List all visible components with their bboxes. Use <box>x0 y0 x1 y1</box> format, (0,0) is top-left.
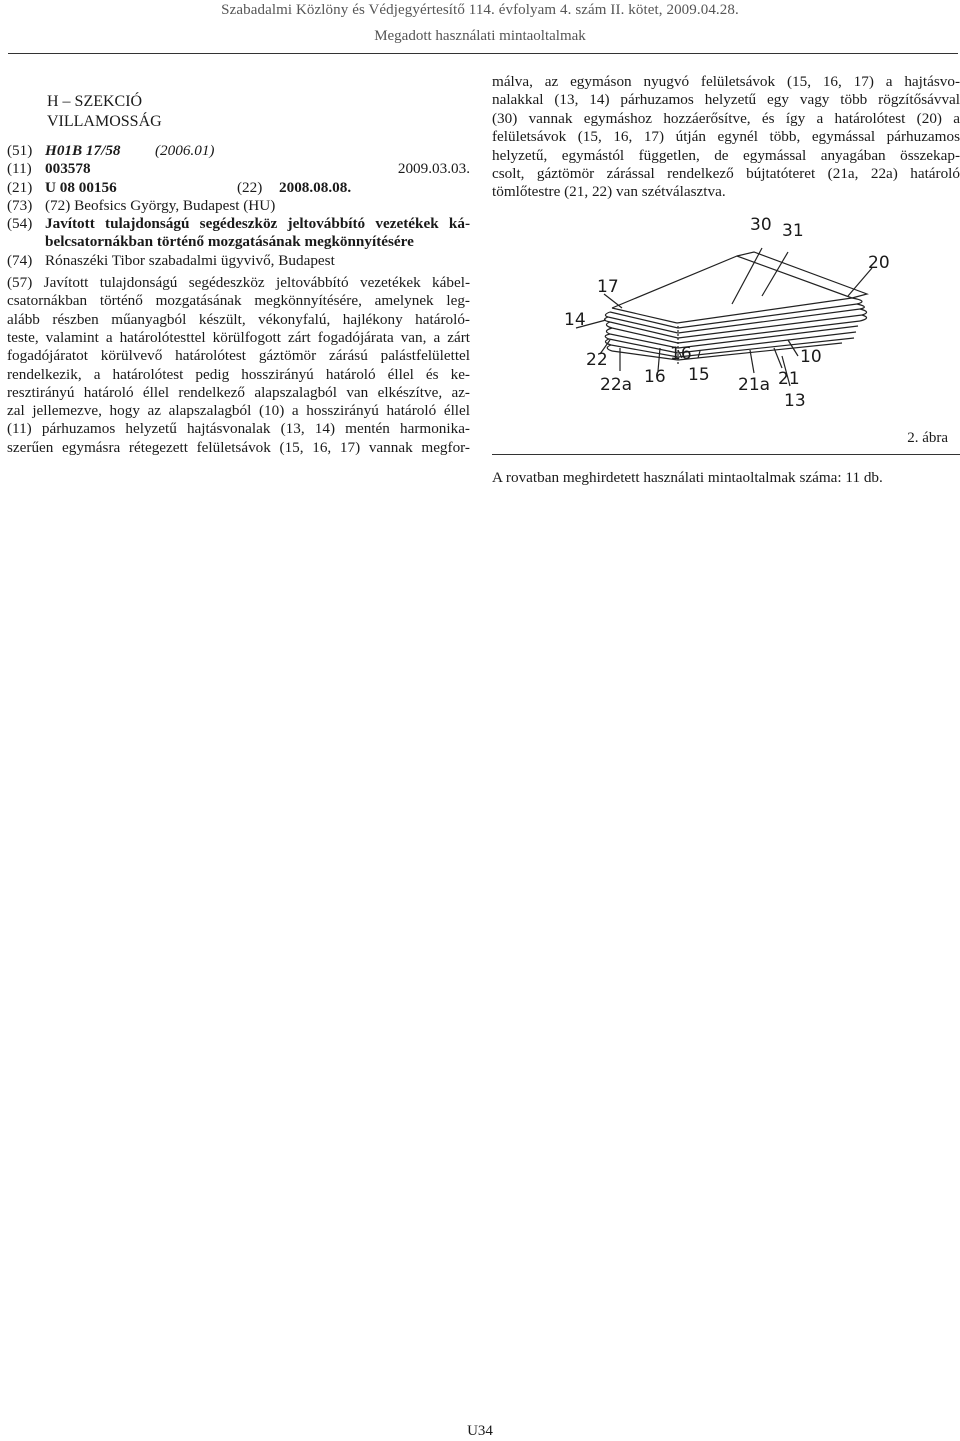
field-22-tag: (22) <box>237 178 263 196</box>
field-51 <box>7 142 470 160</box>
field-22-value: 2008.08.08. <box>279 178 352 196</box>
abstract-line: (57) Javított tulajdonságú segédeszköz jeltovábbító vezetékek kábel- <box>7 274 470 292</box>
figure-drawing <box>492 208 960 423</box>
right-column <box>492 73 960 487</box>
field-51-tag: (51) <box>7 142 33 159</box>
figure-label: 20 <box>868 252 890 273</box>
abstract-line: zal jellemezve, hogy az alapszalagból (10) a hosszirányú határoló éllel <box>7 402 470 420</box>
section-heading-line2: VILLAMOSSÁG <box>47 113 162 130</box>
abstract <box>7 274 470 457</box>
field-21-22 <box>7 179 470 197</box>
field-11-value: 003578 <box>45 160 91 178</box>
figure-label: 21a <box>738 374 771 395</box>
figure-caption: 2. ábra <box>907 430 948 447</box>
field-21-tag: (21) <box>7 178 33 196</box>
abstract-line: (30) vannak egymáshoz hozzáerősítve, és így a határolótest (20) a <box>492 109 960 127</box>
abstract-line: helyzetű, egymástól független, de egymással anyagában összekap- <box>492 146 960 164</box>
column-divider <box>492 454 960 455</box>
section-header: Megadott használati mintaoltalmak <box>374 28 586 44</box>
figure-label: 14 <box>564 309 586 330</box>
title-line-2: belcsatornákban történő mozgatásának megkönnyítésére <box>45 233 414 251</box>
page-number: U34 <box>467 1423 493 1439</box>
left-column <box>7 92 470 457</box>
field-74-value: Rónaszéki Tibor szabadalmi ügyvivő, Budapest <box>45 251 335 269</box>
field-54 <box>7 215 470 252</box>
section-heading <box>7 92 470 132</box>
abstract-line: resztirányú határoló éllel rendelkező alapszalagból van elkészítve, az- <box>7 383 470 401</box>
patent-figure <box>492 208 960 448</box>
title-line-1: Javított tulajdonságú segédeszköz jeltovábbító vezetékek ká- <box>45 215 470 233</box>
figure-label: 13 <box>784 390 806 411</box>
field-74-tag: (74) <box>7 251 33 269</box>
abstract-line: fogadójáratot körülvevő határolótest gáztömör zárású palástfelülettel <box>7 347 470 365</box>
abstract-line: alább részben műanyagból készült, vékonyfalú, hajlékony határoló- <box>7 310 470 328</box>
field-11 <box>7 160 470 178</box>
figure-label: 31 <box>782 220 804 241</box>
abstract-line: szerűen egymásra rétegezett felületsávok (15, 16, 17) vannak megfor- <box>7 438 470 456</box>
figure-label: 16 <box>670 343 692 364</box>
field-51-version: (2006.01) <box>155 142 215 159</box>
abstract-line: felületsávok (15, 16, 17) útján egynél több, egymással párhuzamos <box>492 128 960 146</box>
abstract-line: csolt, gáztömör zárással rendelkező bújtatóteret (21a, 22a) határoló <box>492 165 960 183</box>
figure-label: 22 <box>586 349 608 370</box>
abstract-line: tömlőtestre (21, 22) van szétválasztva. <box>492 183 726 201</box>
figure-label: 22a <box>600 374 633 395</box>
field-54-tag: (54) <box>7 215 33 233</box>
abstract-continuation <box>492 73 960 202</box>
abstract-line: málva, az egymáson nyugvó felületsávok (15, 16, 17) a hajtásvo- <box>492 73 960 90</box>
abstract-line: rendelkezik, a határolótest pedig hosszirányú határoló éllel és ke- <box>7 365 470 383</box>
count-note: A rovatban meghirdetett használati mintaoltalmak száma: 11 db. <box>492 468 883 486</box>
field-21-value: U 08 00156 <box>45 178 117 196</box>
abstract-line: (11) párhuzamos helyzetű hajtásvonalak (13, 14) mentén harmonika- <box>7 420 470 438</box>
figure-label: 16 <box>644 366 666 387</box>
figure-label: 10 <box>800 346 822 367</box>
figure-label: 30 <box>750 214 772 235</box>
header-divider <box>8 53 958 54</box>
figure-label: 21 <box>778 368 800 389</box>
abstract-line: csatornákban történő mozgatásának megkönnyítésére, amelynek leg- <box>7 292 470 310</box>
field-51-value: H01B 17/58 <box>45 142 121 159</box>
abstract-line: nalakkal (13, 14) párhuzamos helyzetű egy vagy több rögzítősávval <box>492 91 960 109</box>
field-73-tag: (73) <box>7 196 33 214</box>
field-11-tag: (11) <box>7 160 32 178</box>
journal-header: Szabadalmi Közlöny és Védjegyértesítő 114. évfolyam 4. szám II. kötet, 2009.04.28. <box>221 2 739 18</box>
figure-label: 15 <box>688 364 710 385</box>
field-73-value: (72) Beofsics György, Budapest (HU) <box>45 196 276 214</box>
field-73 <box>7 197 470 215</box>
abstract-line: teste, valamint a határolótesttel körülfogott zárt fogadójárata van, a zárt <box>7 328 470 346</box>
field-11-date: 2009.03.03. <box>397 160 470 178</box>
field-74 <box>7 252 470 270</box>
figure-label: 17 <box>597 276 619 297</box>
section-heading-line1: H – SZEKCIÓ <box>47 93 143 110</box>
